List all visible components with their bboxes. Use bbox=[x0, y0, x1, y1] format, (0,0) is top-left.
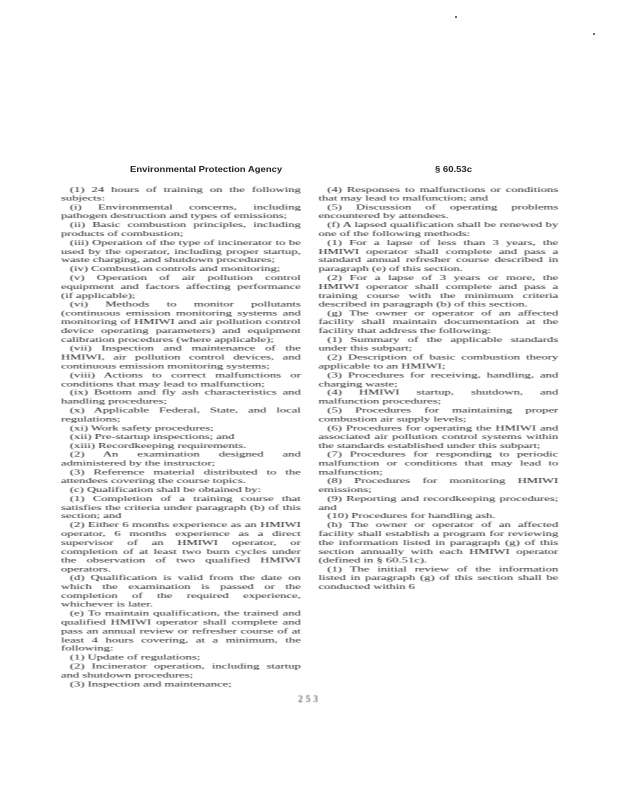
paragraph: (iii) Operation of the type of incinerator to be used by the operator, including proper startup, waste charging, and shutdown procedures; bbox=[61, 238, 301, 265]
paragraph: (3) Inspection and maintenance; bbox=[69, 680, 232, 689]
paragraph: (xi) Work safety procedures; bbox=[69, 424, 214, 433]
paragraph: (10) Procedures for handling ash. bbox=[327, 512, 496, 521]
running-head-agency: Environmental Protection Agency bbox=[130, 165, 283, 175]
paragraph: (c) Qualification shall be obtained by: bbox=[69, 486, 262, 494]
paragraph: (ii) Basic combustion principles, including products of combustion; bbox=[61, 221, 301, 238]
paragraph: (2) For a lapse of 3 years or more, the HMIWI operator shall complete and pass a training course with the minimum criteria described in paragraph (b) of this section. bbox=[318, 274, 559, 309]
paragraph: (4) HMIWI startup, shutdown, and malfunction procedures; bbox=[318, 389, 559, 406]
paragraph: (d) Qualification is valid from the date on which the examination is passed or the completion of the required experience, whichever is later. bbox=[61, 574, 301, 609]
paragraph: (h) The owner or operator of an affected facility shall establish a program for reviewing the information listed in paragraph (g) of this section annually with each HMIWI operator (defined in § 60.51c). bbox=[318, 521, 559, 565]
paragraph: (e) To maintain qualification, the trained and qualified HMIWI operator shall complete and pass an annual review or refresher course of at least 4 hours covering, at a minimum, the following: bbox=[61, 609, 301, 653]
paragraph: (i) Environmental concerns, including pathogen destruction and types of emissions; bbox=[61, 203, 301, 221]
paragraph: (x) Applicable Federal, State, and local regulations; bbox=[61, 406, 301, 424]
paragraph: (xii) Pre-startup inspections; and bbox=[69, 433, 235, 441]
paragraph: (2) Incinerator operation, including startup and shutdown procedures; bbox=[61, 662, 301, 680]
paragraph: (ix) Bottom and fly ash characteristics and handling procedures; bbox=[61, 389, 301, 406]
page-number: 253 bbox=[298, 694, 321, 704]
running-head-section-number: § 60.53c bbox=[435, 165, 472, 175]
paragraph: (v) Operation of air pollution control equipment and factors affecting performance (if applicable); bbox=[61, 274, 301, 300]
paragraph: (3) Reference material distributed to the attendees covering the course topics. bbox=[61, 468, 301, 486]
regulation-body bbox=[61, 186, 558, 692]
paragraph: (2) Either 6 months experience as an HMIWI operator, 6 months experience as a direct supervisor of an HMIWI operator, or completion of at least two burn cycles under the observation of two qualified HMIWI operators. bbox=[61, 521, 301, 574]
paragraph: (f) A lapsed qualification shall be renewed by one of the following methods: bbox=[318, 221, 559, 238]
paragraph: (9) Reporting and recordkeeping procedures; and bbox=[318, 495, 559, 512]
scan-artifact-speck bbox=[455, 16, 457, 18]
paragraph: (5) Discussion of operating problems encountered by attendees. bbox=[318, 203, 559, 221]
paragraph: (2) An examination designed and administered by the instructor; bbox=[61, 450, 301, 468]
paragraph: (7) Procedures for responding to periodic malfunction or conditions that may lead to malfunction; bbox=[318, 450, 559, 477]
regulation-text-columns bbox=[61, 186, 558, 692]
paragraph: (2) Description of basic combustion theory applicable to an HMIWI; bbox=[318, 353, 559, 371]
paragraph: (xiii) Recordkeeping requirements. bbox=[69, 442, 247, 450]
paragraph: (6) Procedures for operating the HMIWI and associated air pollution control systems within the standards established under this subpart; bbox=[318, 424, 559, 450]
paragraph: (1) Update of regulations; bbox=[69, 653, 201, 662]
paragraph: (4) Responses to malfunctions or conditions that may lead to malfunction; and bbox=[318, 186, 559, 203]
paragraph: (1) The initial review of the information listed in paragraph (g) of this section shall be conducted within 6 bbox=[318, 565, 559, 592]
scan-artifact-speck bbox=[593, 33, 595, 35]
paragraph: (viii) Actions to correct malfunctions or conditions that may lead to malfunction; bbox=[61, 371, 301, 388]
paragraph: (1) 24 hours of training on the following subjects: bbox=[61, 186, 301, 203]
paragraph: (1) For a lapse of less than 3 years, the HMIWI operator shall complete and pass a standard annual refresher course described in paragraph (e) of this section. bbox=[318, 238, 559, 274]
paragraph: (iv) Combustion controls and monitoring; bbox=[69, 265, 281, 274]
paragraph: (8) Procedures for monitoring HMIWI emissions; bbox=[318, 477, 559, 494]
paragraph: (g) The owner or operator of an affected facility shall maintain documentation at the facility that address the following: bbox=[318, 309, 559, 335]
paragraph: (1) Completion of a training course that satisfies the criteria under paragraph (b) of this section; and bbox=[61, 495, 301, 521]
paragraph: (3) Procedures for receiving, handling, and charging waste; bbox=[318, 371, 559, 388]
paragraph: (5) Procedures for maintaining proper combustion air supply levels; bbox=[318, 406, 559, 424]
paragraph: (vi) Methods to monitor pollutants (continuous emission monitoring systems and monitoring of HMIWI and air pollution control device operating parameters) and equipment calibration procedures (where applicable); bbox=[61, 300, 301, 344]
paragraph: (1) Summary of the applicable standards under this subpart; bbox=[318, 336, 559, 353]
paragraph: (vii) Inspection and maintenance of the HMIWI, air pollution control devices, and continuous emission monitoring systems; bbox=[61, 344, 301, 371]
